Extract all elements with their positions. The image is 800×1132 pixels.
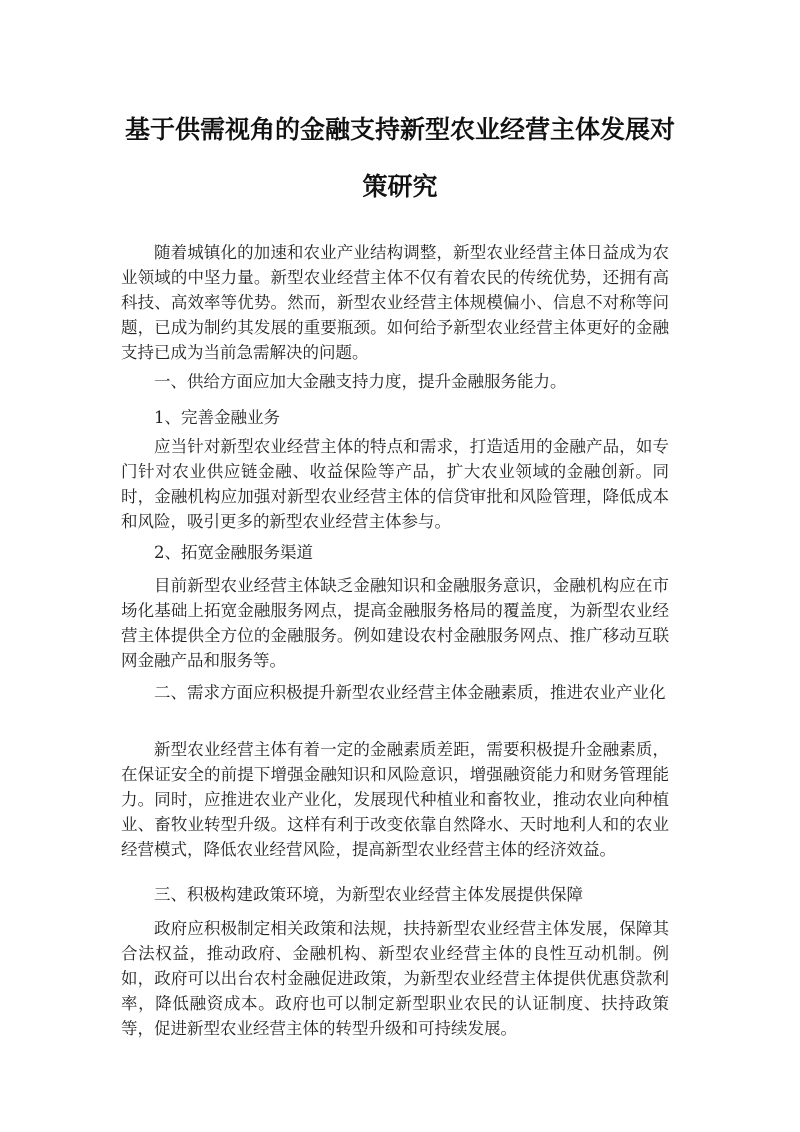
document-title-line-1: 基于供需视角的金融支持新型农业经营主体发展对 <box>124 115 675 144</box>
section-1-heading: 一、供给方面应加大金融支持力度，提升金融服务能力。 <box>154 372 567 391</box>
intro-paragraph: 随着城镇化的加速和农业产业结构调整，新型农业经营主体日益成为农业领域的中坚力量。新型农业经营主体不仅有着农民的传统优势，还拥有高科技、高效率等优势。然而，新型农业经营主体规模偏小、信息不对称等问题，已成为制约其发展的重要瓶颈。如何给予新型农业经营主体更好的金融支持已成为当前急需解决的问题。 <box>121 243 669 362</box>
subsection-1-heading: 1、完善金融业务 <box>154 408 280 427</box>
section-3-paragraph: 政府应积极制定相关政策和法规，扶持新型农业经营主体发展，保障其合法权益，推动政府、金融机构、新型农业经营主体的良性互动机制。例如，政府可以出台农村金融促进政策，为新型农业经营主体提供优惠贷款利率，降低融资成本。政府也可以制定新型职业农民的认证制度、扶持政策等，促进新型农业经营主体的转型升级和可持续发展。 <box>121 919 669 1038</box>
section-2-paragraph: 新型农业经营主体有着一定的金融素质差距，需要积极提升金融素质，在保证安全的前提下增强金融知识和风险意识，增强融资能力和财务管理能力。同时，应推进农业产业化，发展现代种植业和畜牧业，推动农业向种植业、畜牧业转型升级。这样有利于改变依靠自然降水、天时地利人和的农业经营模式，降低农业经营风险，提高新型农业经营主体的经济效益。 <box>121 740 669 859</box>
section-3-heading: 三、积极构建政策环境，为新型农业经营主体发展提供保障 <box>154 885 583 904</box>
subsection-2-paragraph: 目前新型农业经营主体缺乏金融知识和金融服务意识，金融机构应在市场化基础上拓宽金融服务网点，提高金融服务格局的覆盖度，为新型农业经营主体提供全方位的金融服务。例如建设农村金融服务网点、推广移动互联网金融产品和服务等。 <box>121 576 669 670</box>
subsection-1-paragraph: 应当针对新型农业经营主体的特点和需求，打造适用的金融产品，如专门针对农业供应链金融、收益保险等产品，扩大农业领域的金融创新。同时，金融机构应加强对新型农业经营主体的信贷审批和风险管理，降低成本和风险，吸引更多的新型农业经营主体参与。 <box>121 437 669 531</box>
document-title-line-2: 策研究 <box>362 172 438 201</box>
section-2-heading: 二、需求方面应积极提升新型农业经营主体金融素质，推进农业产业化 <box>154 683 666 702</box>
subsection-2-heading: 2、拓宽金融服务渠道 <box>154 543 313 562</box>
